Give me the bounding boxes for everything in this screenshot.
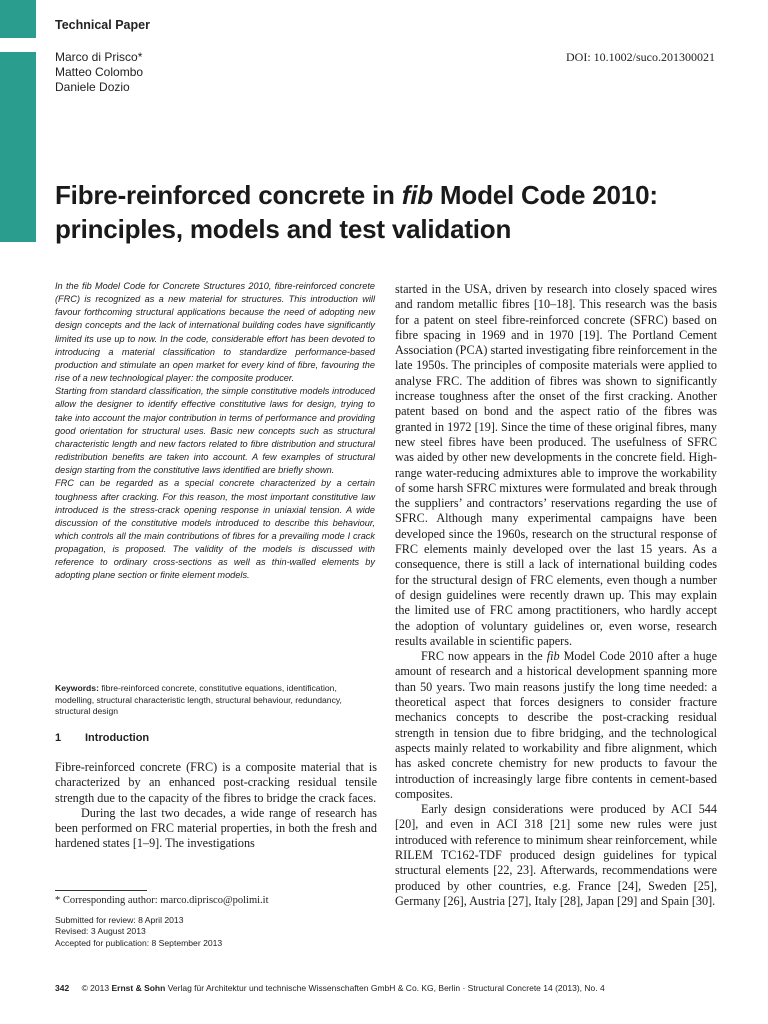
body-paragraph: During the last two decades, a wide range of research has been performed on FRC material properties, in both the fresh and hardened states [1–9]. The investigations bbox=[55, 805, 377, 851]
title-text: Model Code 2010: bbox=[432, 180, 658, 210]
copyright: © 2013 bbox=[81, 983, 110, 993]
publisher-details: Verlag für Architektur und technische Wissenschaften GmbH & Co. KG, Berlin · Structural Concrete 14 (2013), No. 4 bbox=[165, 983, 605, 993]
body-paragraph bbox=[395, 649, 717, 802]
abstract-paragraph: FRC can be regarded as a special concrete characterized by a certain toughness after cracking. For this reason, the most important constitutive law introduced is the stress-crack opening response in uniaxial tension. A wide discussion of the constitutive models introduced to describe this behaviour, which controls all the main contributions of fibres for a prevailing mode I crack propagation, is proposed. The validity of the models is discussed with reference to ordinary cross-sections as well as thin-walled elements by adopting plane section or finite element models. bbox=[55, 478, 375, 581]
body-text: FRC now appears in the bbox=[421, 649, 547, 664]
title-line-2: principles, models and test validation bbox=[55, 214, 512, 244]
body-text: Model Code 2010 after a huge amount of research and a historical development spanning more than 50 years. Two main reasons justify the long time needed: a theoretical aspect that forces designers to consider fracture mechanics concepts to describe the post-cracking residual strength in tension due to fibre bridging, and the technological aspects mainly related to workability and fibre alignment, which has asked concrete chemistry for new products to favour the introduction of increasingly large fibre contents in cement-based composites. bbox=[395, 649, 717, 801]
title-text: Fibre-reinforced concrete in bbox=[55, 180, 402, 210]
body-paragraph: Fibre-reinforced concrete (FRC) is a composite material that is characterized by an enhanced post-cracking residual tensile strength due to the capacity of the fibres to bridge the crack faces. bbox=[55, 760, 377, 805]
title-fib: fib bbox=[401, 180, 433, 210]
author-list bbox=[55, 50, 143, 95]
publisher-name: Ernst & Sohn bbox=[111, 983, 166, 993]
section-heading bbox=[55, 732, 149, 744]
doi-link[interactable]: DOI: 10.1002/suco.201300021 bbox=[566, 50, 715, 64]
author-name: Marco di Prisco* bbox=[55, 50, 143, 64]
article-type-label: Technical Paper bbox=[55, 18, 150, 32]
page-number: 342 bbox=[55, 983, 70, 993]
paper-title bbox=[55, 178, 695, 246]
footnote-rule bbox=[55, 890, 147, 891]
keywords-label: Keywords: bbox=[55, 683, 99, 693]
accent-bar-top bbox=[0, 0, 36, 38]
intro-body bbox=[55, 760, 377, 852]
section-title: Introduction bbox=[85, 732, 150, 744]
date-line: Submitted for review: 8 April 2013 bbox=[55, 915, 184, 925]
author-name: Daniele Dozio bbox=[55, 80, 130, 94]
page-footer bbox=[55, 983, 715, 993]
body-paragraph: Early design considerations were produced by ACI 544 [20], and even in ACI 318 [21] some new rules were just introduced with reference to minimum shear reinforcement, while RILEM TC162-TDF produced design guidelines for typical structural elements [22, 23]. Afterwards, recommendations were produced by other countries, e.g. France [24], Sweden [25], Germany [26], Austria [27], Italy [28], Japan [29] and Spain [30]. bbox=[395, 802, 717, 908]
right-column-body bbox=[395, 282, 717, 909]
accent-bar-side bbox=[0, 52, 36, 242]
keywords bbox=[55, 683, 375, 718]
date-line: Revised: 3 August 2013 bbox=[55, 926, 146, 937]
corresponding-author-footnote: * Corresponding author: marco.diprisco@polimi.it bbox=[55, 895, 269, 906]
abstract bbox=[55, 280, 375, 583]
date-line: Accepted for publication: 8 September 2013 bbox=[55, 937, 223, 948]
abstract-paragraph: Starting from standard classification, the simple constitutive models introduced allow the designer to identify effective constitutive laws for design, trying to take into account the major contribution in terms of performance and providing good orientation for structural uses. Basic new concepts such as structural characteristic length and new factors related to fibre distribution and structural redistribution benefits are taken into account. A few examples of structural design starting from the constitutive laws identified are briefly shown. bbox=[55, 386, 375, 476]
submission-dates bbox=[55, 915, 222, 949]
section-number: 1 bbox=[55, 732, 62, 744]
body-paragraph: started in the USA, driven by research into closely spaced wires and random metallic fibres [10–18]. This research was the basis for a patent on steel fibre-reinforced concrete (SFRC) based on fibre spacing in 1969 and in 1970 [19]. The Portland Cement Association (PCA) started investigating fibre reinforcement in the late 1950s. The principles of composite materials were applied to analyse FRC. The addition of fibres was shown to significantly increase toughness after the onset of the first cracking. Another patent based on bond and the aspect ratio of the fibres was granted in 1972 [19]. Since the time of these original fibres, many new steel fibres have been produced. The usefulness of SFRC was aided by other new developments in the concrete field. High-range water-reducing admixtures able to improve the workability of some harsh SFRC mixtures were formulated and break through the suppliers’ and contractors’ reservations regarding the use of SFRC. Although many experimental campaigns have been developed since the 1960s, research on the structural response of FRC elements mainly developed over the last 15 years. As a consequence, there is still a lack of international building codes for the structural design of FRC elements, even though a number of design guidelines were recently drawn up. This may explain the limited use of FRC among practitioners, who hardly accept the adoption of voluntary guidelines or, even worse, research results available in scientific papers. bbox=[395, 282, 717, 648]
author-name: Matteo Colombo bbox=[55, 65, 144, 79]
keywords-text: fibre-reinforced concrete, constitutive equations, identification, modelling, structural characteristic length, structural behaviour, redundancy, structural design bbox=[55, 683, 342, 716]
body-fib: fib bbox=[546, 649, 560, 664]
abstract-paragraph: In the fib Model Code for Concrete Structures 2010, fibre-reinforced concrete (FRC) is recognized as a new material for structures. This introduction will favour forthcoming structural applications because the need of adopting new design concepts and the lack of international building codes have significantly limited its use up to now. In the code, considerable effort has been devoted to introducing a material classification to standardize performance-based production and stimulate an open market for every kind of fibre, favouring the rise of a new technological player: the composite producer. bbox=[55, 281, 375, 384]
